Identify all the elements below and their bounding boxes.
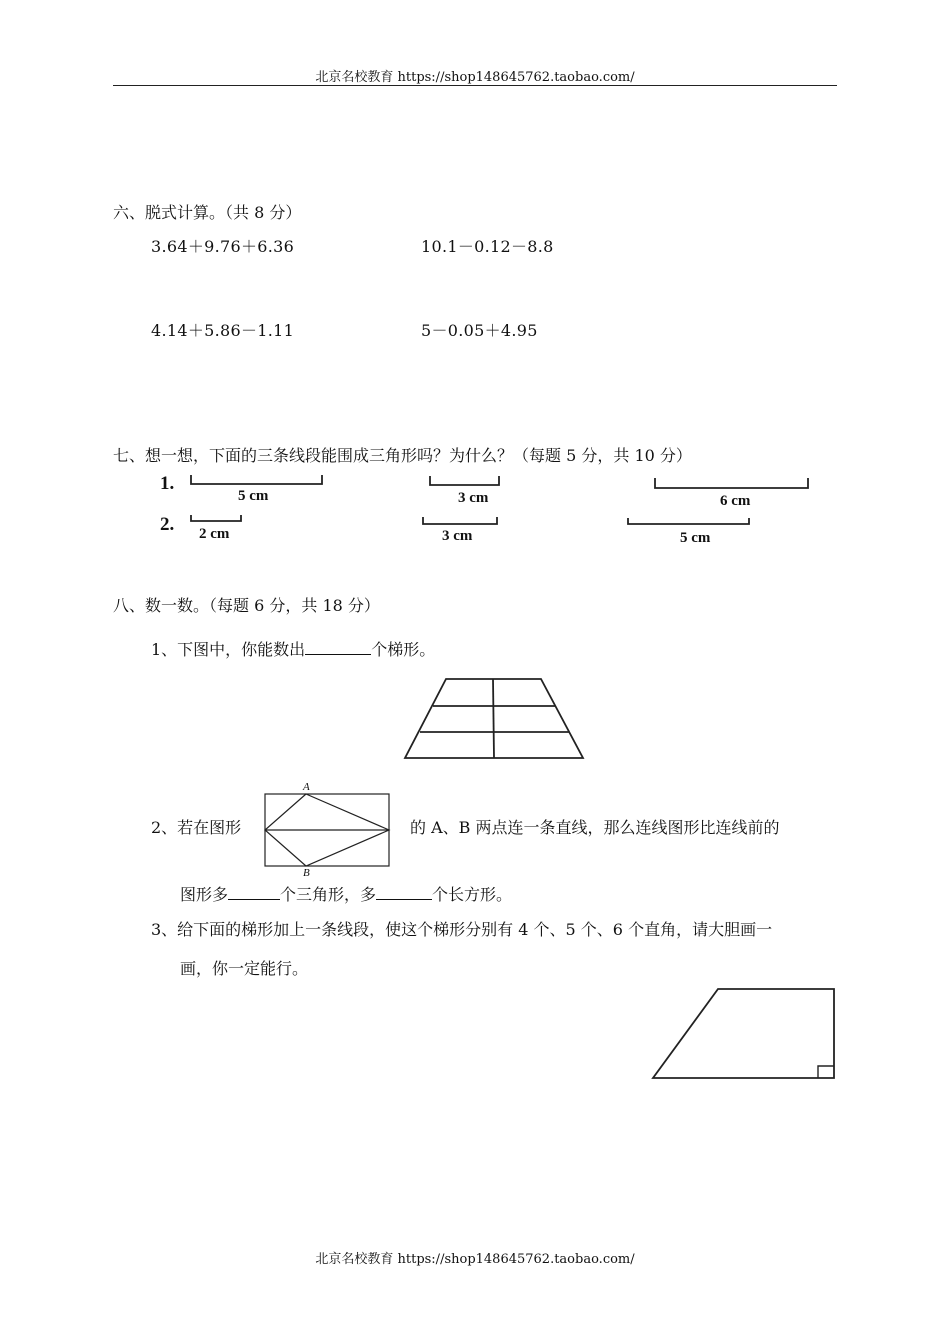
segment-row1-b-label: 3 cm <box>458 490 489 506</box>
expression-1: 3.64＋9.76＋6.36 <box>151 237 295 256</box>
page-header: 北京名校教育 https://shop148645762.taobao.com/ <box>315 70 635 85</box>
q1-suffix: 个梯形。 <box>371 640 436 659</box>
q2-line2-c: 个长方形。 <box>432 885 513 904</box>
q2-line2-a: 图形多 <box>180 885 229 904</box>
expression-4: 5－0.05＋4.95 <box>421 321 538 340</box>
rectangle-rhombus-figure <box>265 794 389 866</box>
q2-line1-suffix: 的 A、B 两点连一条直线，那么连线图形比连线前的 <box>410 818 780 837</box>
segment-row1-a <box>191 475 322 484</box>
page-footer: 北京名校教育 https://shop148645762.taobao.com/ <box>315 1252 635 1267</box>
segment-row1-c-label: 6 cm <box>720 493 751 509</box>
segment-row2-b-label: 3 cm <box>442 528 473 544</box>
q1-prefix: 1、下图中，你能数出 <box>151 640 306 659</box>
point-b-label: B <box>303 867 310 879</box>
segment-row2-c-label: 5 cm <box>680 530 711 546</box>
segment-row1-a-label: 5 cm <box>238 488 269 504</box>
expression-3: 4.14＋5.86－1.11 <box>151 321 295 340</box>
q2-triangle-blank[interactable] <box>228 885 280 900</box>
q1-answer-blank[interactable] <box>305 640 371 655</box>
q2-rectangle-blank[interactable] <box>376 885 432 900</box>
segment-row2-a <box>191 515 241 521</box>
section6-title: 六、脱式计算。（共 8 分） <box>113 203 302 222</box>
point-a-label: A <box>303 781 310 793</box>
section8-title: 八、数一数。（每题 6 分，共 18 分） <box>113 596 380 615</box>
expression-2: 10.1－0.12－8.8 <box>421 237 554 256</box>
segment-row2-b <box>423 517 497 524</box>
q2-line2 <box>180 882 512 905</box>
segment-row2-c <box>628 518 749 524</box>
row2-number: 2. <box>160 514 175 535</box>
q3-line2: 画，你一定能行。 <box>180 959 309 978</box>
segment-row1-c <box>655 478 808 488</box>
section7-title: 七、想一想，下面的三条线段能围成三角形吗？为什么？（每题 5 分，共 10 分） <box>113 446 692 465</box>
segment-row2-a-label: 2 cm <box>199 526 230 542</box>
q2-line2-b: 个三角形，多 <box>280 885 377 904</box>
q3-line1: 3、给下面的梯形加上一条线段，使这个梯形分别有 4 个、5 个、6 个直角，请大胆画一 <box>151 920 773 939</box>
header-rule <box>113 85 837 86</box>
right-trapezoid-figure <box>653 989 834 1078</box>
segment-row1-b <box>430 476 499 485</box>
q2-prefix: 2、若在图形 <box>151 818 242 837</box>
row1-number: 1. <box>160 473 175 494</box>
q1-line <box>151 637 435 660</box>
trapezoid-grid-figure <box>405 679 583 758</box>
